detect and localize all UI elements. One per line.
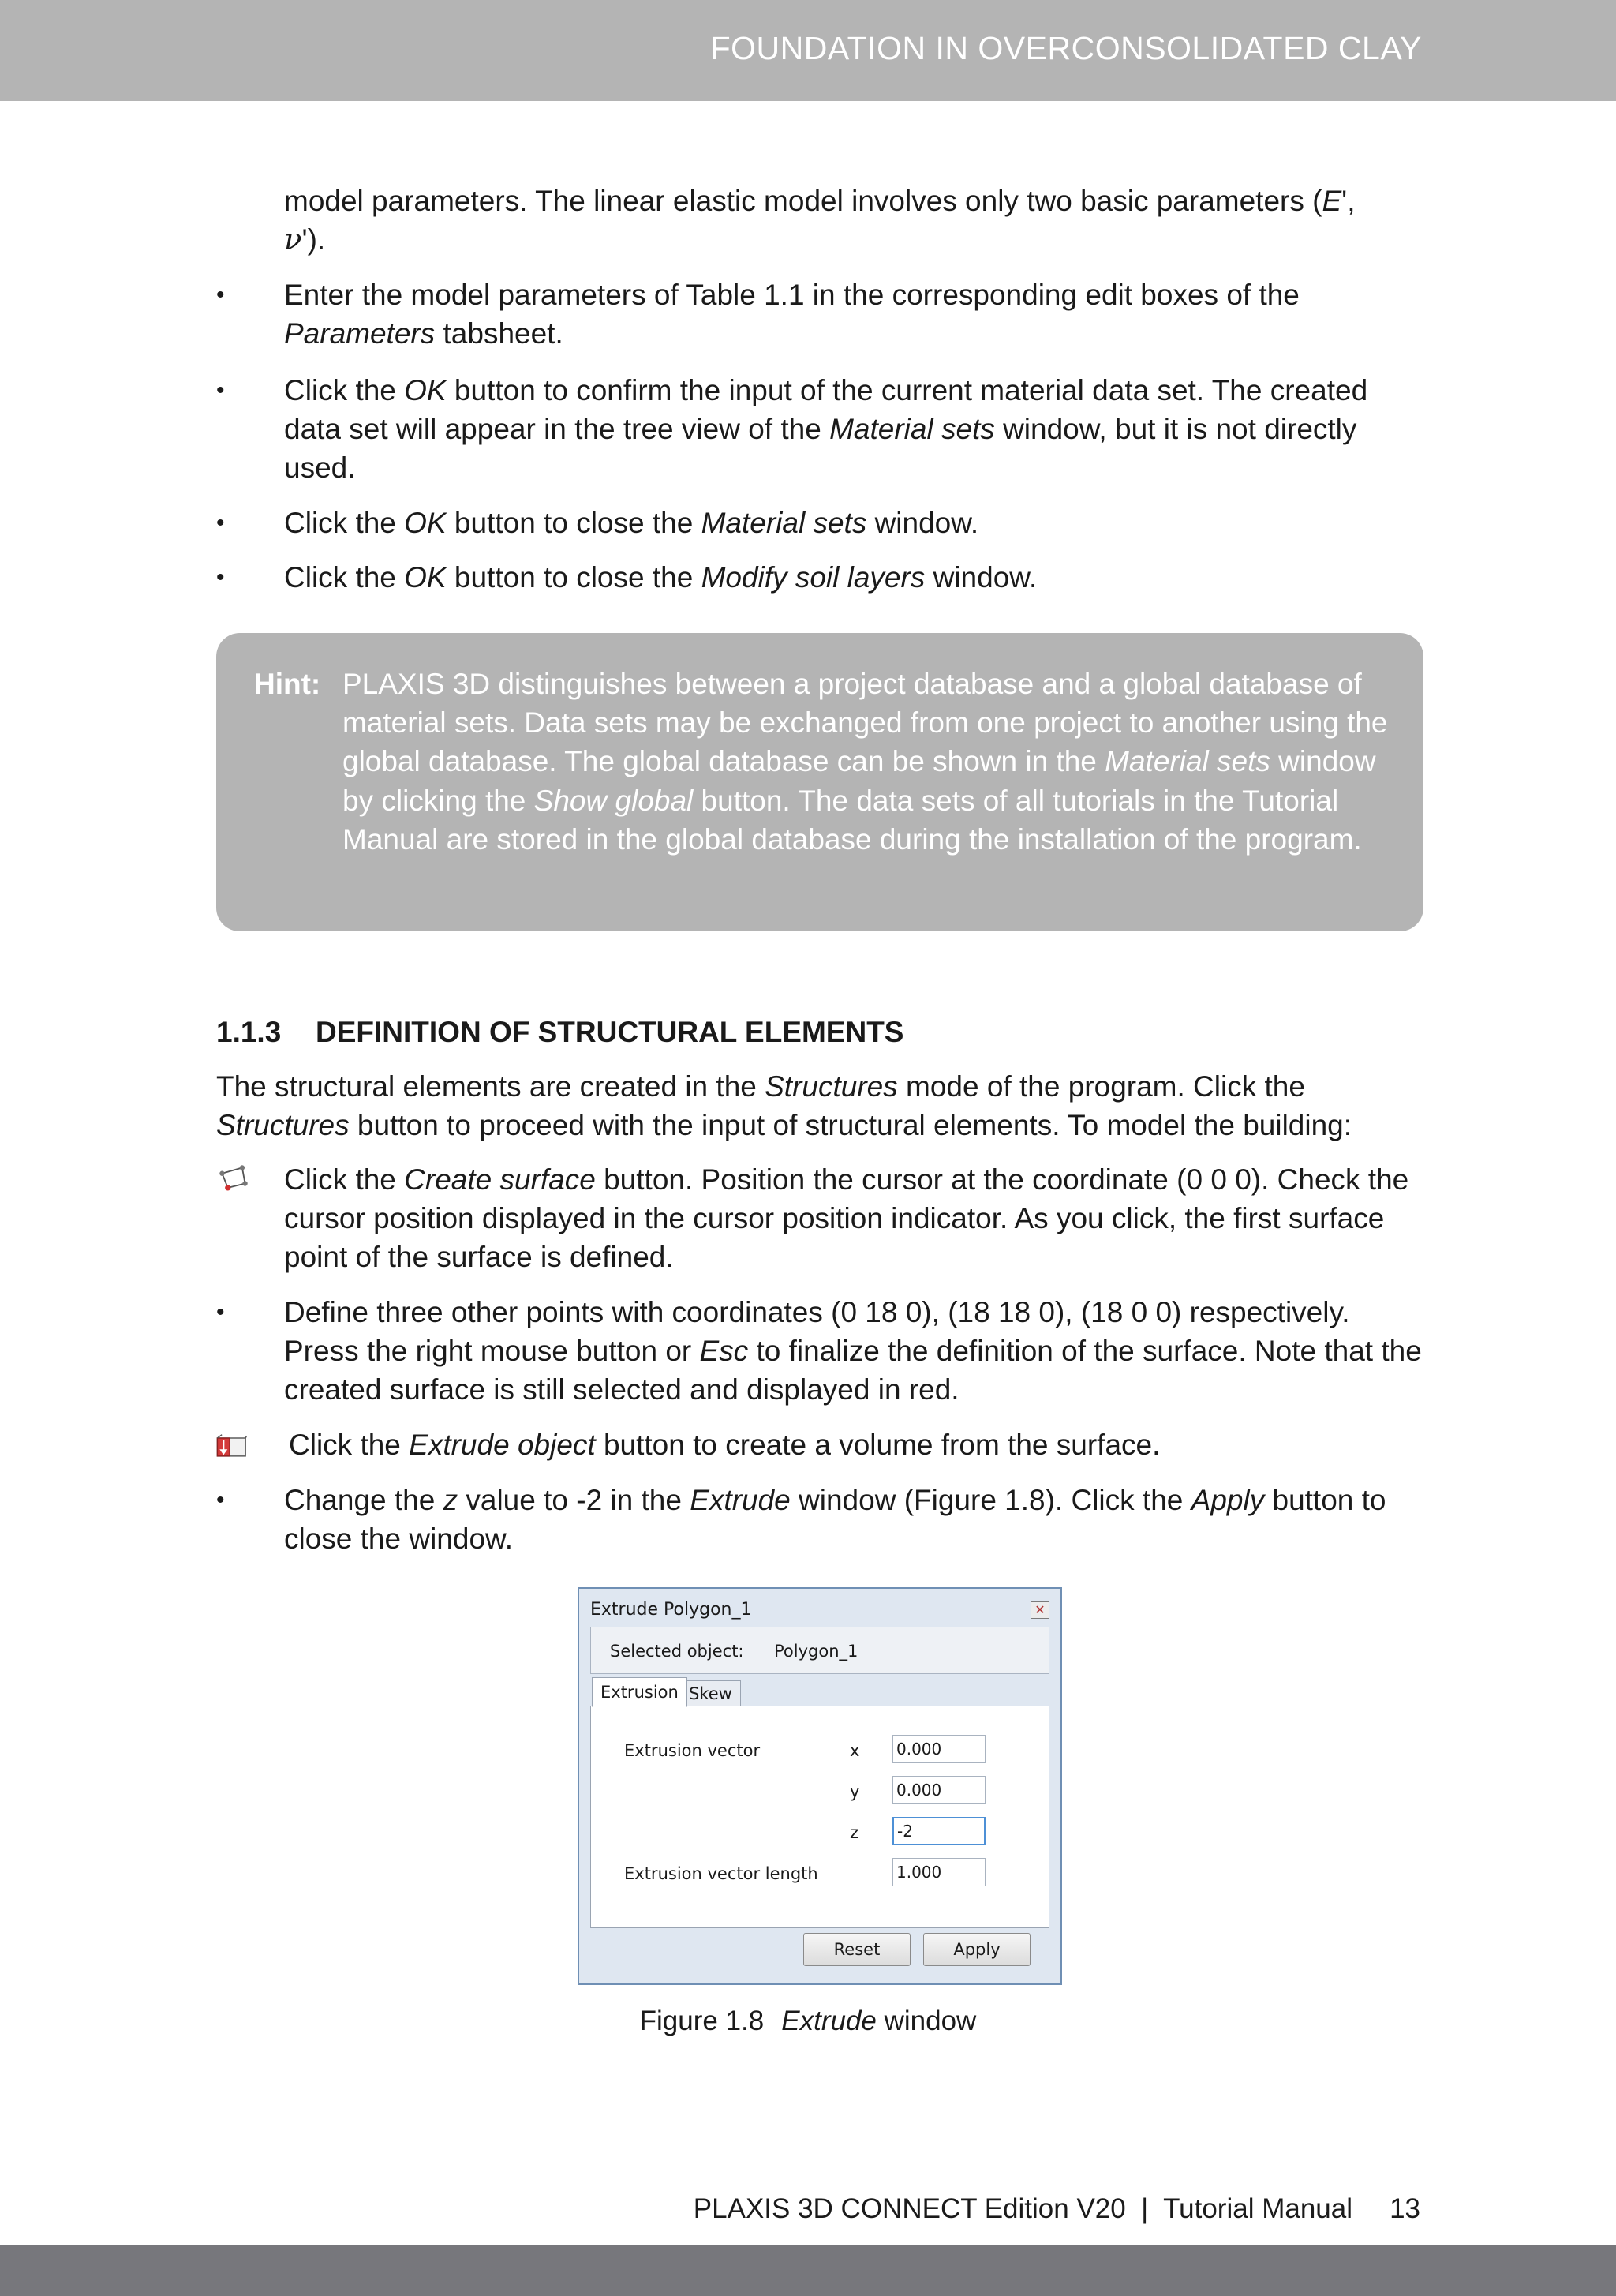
text-span: Define three other points with coordinates (0 18 0), (18 18 0), (18 0 0) respectively. Press the right mouse button or bbox=[284, 1296, 1350, 1367]
text-span: Change the bbox=[284, 1484, 443, 1516]
text-span: value to -2 in the bbox=[458, 1484, 690, 1516]
text-span: window (Figure 1.8). Click the bbox=[790, 1484, 1191, 1516]
tab-extrusion[interactable]: Extrusion bbox=[592, 1677, 687, 1707]
italic-span: Apply bbox=[1191, 1484, 1265, 1516]
text-span: Click the bbox=[284, 507, 405, 539]
italic-span: OK bbox=[404, 507, 447, 539]
section-title: DEFINITION OF STRUCTURAL ELEMENTS bbox=[316, 1016, 904, 1048]
extrusion-tab-panel bbox=[590, 1706, 1049, 1928]
header-bar bbox=[0, 0, 1616, 101]
italic-span: Structures bbox=[765, 1070, 898, 1103]
bullet-marker: • bbox=[216, 377, 225, 403]
z-input[interactable] bbox=[892, 1817, 986, 1845]
text-span: Click the bbox=[284, 561, 405, 594]
selected-object-value: Polygon_1 bbox=[774, 1642, 858, 1661]
italic-span: Structures bbox=[216, 1109, 350, 1141]
figure-caption bbox=[0, 2003, 1616, 2039]
x-input[interactable] bbox=[892, 1735, 986, 1763]
z-label: z bbox=[850, 1823, 859, 1842]
selected-object-label: Selected object: bbox=[610, 1642, 744, 1661]
figure-number: Figure 1.8 bbox=[639, 2006, 765, 2036]
text-span: button to confirm the input of the current material data set. The created data set will appear in the tree view of the bbox=[284, 374, 1368, 445]
figure-name: Extrude bbox=[781, 2006, 877, 2036]
tab-skew[interactable]: Skew bbox=[680, 1680, 741, 1707]
text-span: window, but it is not directly used. bbox=[284, 413, 1357, 484]
reset-button[interactable]: Reset bbox=[803, 1933, 911, 1966]
apply-button[interactable]: Apply bbox=[923, 1933, 1031, 1966]
close-icon[interactable]: ✕ bbox=[1031, 1601, 1049, 1619]
continuation-text-a: model parameters. The linear elastic model involves only two basic parameters ( bbox=[284, 185, 1322, 217]
page-number: 13 bbox=[1390, 2193, 1420, 2224]
italic-span: OK bbox=[404, 561, 447, 594]
figure-rest: window bbox=[876, 2006, 977, 2036]
italic-span: Material sets bbox=[1105, 745, 1270, 778]
param-nu: ν bbox=[284, 223, 302, 257]
continuation-paragraph bbox=[284, 182, 1436, 259]
text-span: button to close the bbox=[446, 507, 701, 539]
text-span: window. bbox=[866, 507, 979, 539]
italic-span: Extrude bbox=[690, 1484, 791, 1516]
text-span: button to create a volume from the surface. bbox=[595, 1429, 1161, 1461]
hint-box bbox=[216, 633, 1423, 931]
extrusion-vector-label: Extrusion vector bbox=[624, 1741, 761, 1760]
italic-span: Modify soil layers bbox=[701, 561, 926, 594]
x-label: x bbox=[850, 1741, 860, 1760]
text-span: button. Position the cursor at the coordinate (0 0 0). Check the cursor position displayed in the cursor position indicator. As you click, the first surface point of the surface is defined. bbox=[284, 1163, 1409, 1273]
text-span: tabsheet. bbox=[435, 317, 563, 350]
continuation-text-b: ', bbox=[1341, 185, 1356, 217]
text-span: mode of the program. Click the bbox=[897, 1070, 1305, 1103]
footer-text: PLAXIS 3D CONNECT Edition V20 | Tutorial Manual bbox=[693, 2193, 1352, 2224]
dialog-title: Extrude Polygon_1 bbox=[590, 1600, 752, 1620]
extrude-object-icon bbox=[216, 1429, 248, 1463]
text-span: window. bbox=[925, 561, 1038, 594]
italic-span: OK bbox=[404, 374, 447, 406]
text-span: window by clicking the bbox=[342, 745, 1376, 817]
param-e: E bbox=[1322, 185, 1342, 217]
header-title: FOUNDATION IN OVERCONSOLIDATED CLAY bbox=[710, 30, 1422, 66]
text-span: button. The data sets of all tutorials in the Tutorial Manual are stored in the global database during the installation of the program. bbox=[342, 784, 1362, 856]
italic-span: Material sets bbox=[701, 507, 867, 539]
italic-span: Esc bbox=[699, 1335, 749, 1367]
italic-span: Create surface bbox=[404, 1163, 596, 1196]
bullet-marker: • bbox=[216, 1299, 225, 1325]
text-span: button to proceed with the input of structural elements. To model the building: bbox=[349, 1109, 1352, 1141]
section-number: 1.1.3 bbox=[216, 1016, 282, 1048]
text-span: Enter the model parameters of Table 1.1 in the corresponding edit boxes of the bbox=[284, 279, 1300, 311]
create-surface-icon bbox=[218, 1163, 249, 1195]
section-heading bbox=[216, 1013, 903, 1051]
italic-span: Show global bbox=[533, 784, 694, 817]
selected-object-panel bbox=[590, 1627, 1049, 1674]
italic-span: Parameters bbox=[284, 317, 436, 350]
y-label: y bbox=[850, 1782, 860, 1801]
bullet-marker: • bbox=[216, 564, 225, 590]
text-span: Click the bbox=[289, 1429, 410, 1461]
bullet-marker: • bbox=[216, 510, 225, 536]
text-span: PLAXIS 3D distinguishes between a project database and a global database of material sets. Data sets may be exchanged from one project to another using the global database. The global database can be shown in the bbox=[342, 668, 1388, 778]
y-input[interactable] bbox=[892, 1776, 986, 1804]
bullet-marker: • bbox=[216, 282, 225, 308]
italic-span: z bbox=[443, 1484, 458, 1516]
intro-paragraph bbox=[216, 1067, 1431, 1144]
text-span: Click the bbox=[284, 374, 405, 406]
hint-label: Hint: bbox=[254, 668, 321, 700]
extrusion-vector-length-label: Extrusion vector length bbox=[624, 1864, 818, 1883]
text-span: to finalize the definition of the surface. Note that the created surface is still selected and displayed in red. bbox=[284, 1335, 1422, 1406]
italic-span: Material sets bbox=[829, 413, 995, 445]
text-span: Click the bbox=[284, 1163, 405, 1196]
text-span: The structural elements are created in the bbox=[216, 1070, 765, 1103]
bullet-marker: • bbox=[216, 1487, 225, 1513]
text-span: button to close the window. bbox=[284, 1484, 1386, 1555]
length-input[interactable] bbox=[892, 1858, 986, 1886]
italic-span: Extrude object bbox=[409, 1429, 596, 1461]
continuation-text-c: '). bbox=[301, 223, 326, 256]
text-span: button to close the bbox=[446, 561, 701, 594]
hint-text bbox=[342, 665, 1400, 859]
extrude-dialog bbox=[578, 1587, 1062, 1985]
footer-bar bbox=[0, 2245, 1616, 2296]
